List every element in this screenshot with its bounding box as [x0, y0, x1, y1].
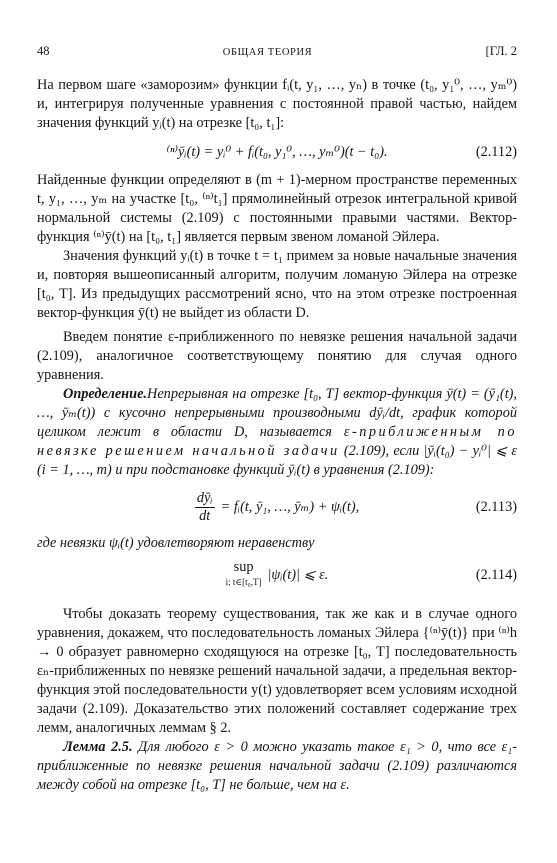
equation-2-113-number: (2.113) [475, 498, 517, 515]
derivative-fraction [195, 490, 215, 525]
equation-2-114-number: (2.114) [475, 566, 517, 583]
paragraph-residuals: где невязки ψᵢ(t) удовлетворяют неравенству [37, 535, 315, 551]
definition-label: Определение. [63, 386, 147, 402]
definition-text-b: (2.109), если |ȳᵢ(t₀) − yᵢ⁰| ⩽ ε (i = 1, …, m) и при подстановке функций ȳᵢ(t) в уравнения (2.109): [37, 443, 518, 478]
lemma-label: Лемма 2.5. [63, 739, 133, 755]
equation-2-112 [37, 137, 517, 167]
sup-subscript: i; t∈[t₀,T] [225, 577, 262, 587]
definition-paragraph [37, 385, 517, 480]
sup-operator [226, 560, 262, 590]
paragraph-found-functions: Найденные функции определяют в (m + 1)-мерном пространстве переменных t, y₁, …, yₘ на участке [t₀, ⁽ⁿ⁾t₁] прямолинейный отрезок интегральной кривой нормальной системы (2.109) с постоянными правыми частями. Вектор-функция ⁽ⁿ⁾ȳ(t) на [t₀, t₁] является первым звеном ломаной Эйлера. [37, 172, 517, 245]
fraction-denominator: dt [199, 507, 211, 524]
paragraph-first-step: На первом шаге «заморозим» функции fᵢ(t, y₁, …, yₙ) в точке (t₀, y₁⁰, …, yₘ⁰) и, интегрируя полученные уравнения с постоянной правой частью, найдем значения функций yᵢ(t) на отрезке [t₀, t₁]: [37, 77, 517, 131]
definition-spaced-term: ε-приближенным по невязке решением начальной задачи [37, 424, 517, 459]
page-header [37, 42, 517, 62]
equation-2-112-formula: ⁽ⁿ⁾ȳᵢ(t) = yᵢ⁰ + fᵢ(t₀, y₁⁰, …, yₘ⁰)(t − t₀). [166, 143, 388, 160]
paragraph-next-values: Значения функций yᵢ(t) в точке t = t₁ примем за новые начальные значения и, повторяя вышеописанный алгоритм, получим ломаную Эйлера на отрезке [t₀, T]. Из предыдущих рассмотрений ясно, что на этом отрезке построенная вектор-функция ȳ(t) не выйдет из области D. [37, 248, 517, 321]
equation-2-113 [37, 486, 517, 528]
running-title: ОБЩАЯ ТЕОРИЯ [222, 47, 313, 58]
equation-2-113-rhs: = fᵢ(t, ȳ₁, …, ȳₘ) + ψᵢ(t), [220, 498, 360, 515]
paragraph-introduce-concept: Введем понятие ε-приближенного по невязке решения начальной задачи (2.109), аналогичное соответствующему понятию для случая одного уравнения. [37, 329, 517, 383]
sup-symbol: sup [233, 559, 254, 575]
paragraph-existence-proof: Чтобы доказать теорему существования, так же как и в случае одного уравнения, докажем, что последовательность ломаных Эйлера {⁽ⁿ⁾ȳ(t)} при ⁽ⁿ⁾h → 0 образует равномерно сходящуюся на отрезке [t₀, T] последовательность εₙ-приближенных по невязке решений начальной задачи, а предельная вектор-функция этой последовательности y(t) удовлетворяет всем условиям исходной задачи (2.109). Доказательство этих положений составляет содержание трех лемм, аналогичных леммам § 2. [37, 606, 517, 736]
chapter-label: [ГЛ. 2 [485, 44, 517, 58]
definition-text-a: Непрерывная на отрезке [t₀, T] вектор-функция ȳ(t) = (ȳ₁(t), …, ȳₘ(t)) с кусочно непрерывными производными dȳᵢ/dt, график которой целиком лежит в области D, называется [37, 386, 517, 440]
lemma-text: Для любого ε > 0 можно указать такое ε₁ > 0, что все ε₁-приближенные по невязке решения начальной задачи (2.109) различаются между собой на отрезке [t₀, T] не больше, чем на ε. [37, 739, 518, 793]
fraction-numerator: dȳᵢ [196, 489, 213, 506]
page-number: 48 [37, 44, 50, 58]
equation-2-114-expr: |ψᵢ(t)| ⩽ ε. [267, 566, 329, 583]
lemma-paragraph [37, 738, 517, 795]
equation-2-112-number: (2.112) [475, 143, 517, 160]
equation-2-114 [37, 555, 517, 595]
